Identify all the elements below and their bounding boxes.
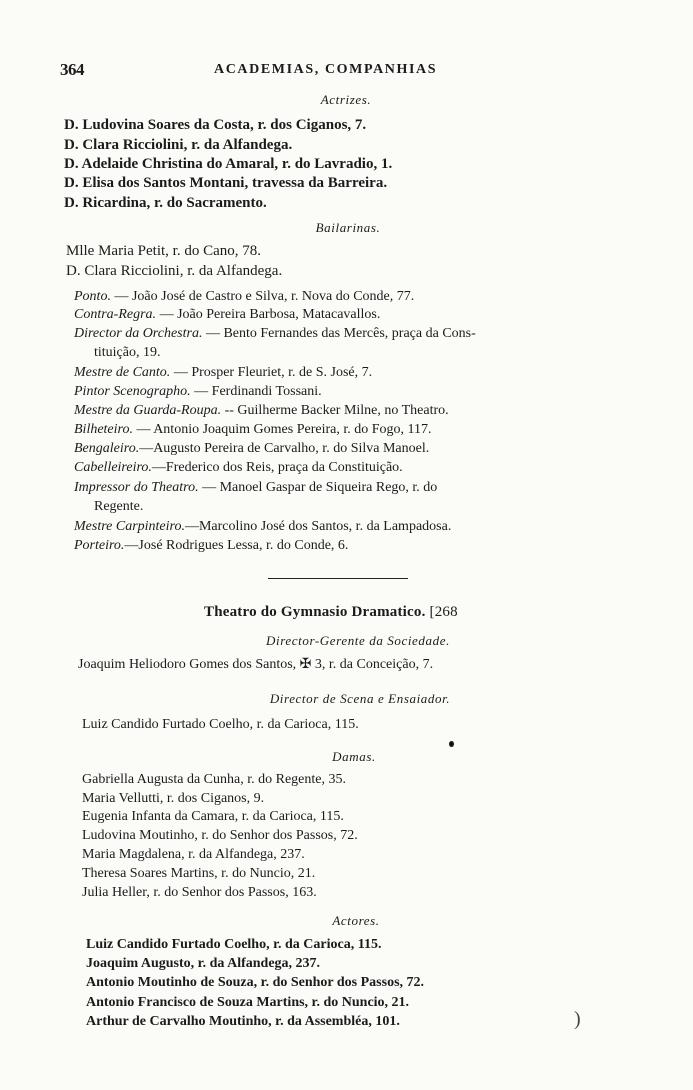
list-item: Gabriella Augusta da Cunha, r. do Regente, 35.	[82, 772, 346, 787]
staff-role: Contra-Regra.	[74, 307, 157, 322]
heading-director-scena: Director de Scena e Ensaiador.	[269, 691, 451, 706]
list-item: D. Adelaide Christina do Amaral, r. do Lavradio, 1.	[64, 156, 393, 172]
staff-entry-continuation: Regente.	[94, 499, 144, 514]
list-item: Maria Vellutti, r. dos Ciganos, 9.	[82, 791, 265, 806]
staff-detail: — Bento Fernandes das Mercês, praça da Cons-	[202, 326, 476, 341]
section-heading-actrizes: Actrizes.	[320, 92, 372, 107]
list-item: Luiz Candido Furtado Coelho, r. da Carioca, 115.	[86, 937, 382, 952]
staff-role: Cabelleireiro.	[74, 460, 152, 475]
staff-detail: — João José de Castro e Silva, r. Nova do Conde, 77.	[110, 289, 415, 304]
staff-detail: — João Pereira Barbosa, Matacavallos.	[156, 307, 381, 322]
staff-entry	[74, 479, 437, 497]
list-item: Ludovina Moutinho, r. do Senhor dos Passos, 72.	[82, 828, 358, 843]
list-item: Joaquim Heliodoro Gomes dos Santos, ✠ 3, r. da Conceição, 7.	[78, 657, 434, 672]
staff-entry	[74, 306, 380, 324]
list-item: Julia Heller, r. do Senhor dos Passos, 163.	[82, 885, 317, 900]
staff-detail: — Ferdinandi Tossani.	[190, 384, 322, 399]
heading-actores: Actores.	[332, 913, 380, 928]
list-item: D. Clara Ricciolini, r. da Alfandega.	[64, 137, 293, 153]
section-title-text: Theatro do Gymnasio Dramatico.	[204, 604, 426, 620]
staff-entry	[74, 325, 476, 343]
section-title-gymnasio	[204, 604, 458, 621]
staff-detail: —Marcolino José dos Santos, r. da Lampadosa.	[184, 519, 452, 534]
list-item: D. Elisa dos Santos Montani, travessa da Barreira.	[64, 175, 388, 191]
section-divider	[268, 578, 408, 579]
list-item: Antonio Francisco de Souza Martins, r. do Nuncio, 21.	[86, 995, 410, 1010]
staff-entry	[74, 459, 403, 477]
heading-director-gerente: Director-Gerente da Sociedade.	[266, 633, 450, 648]
staff-detail: —Frederico dos Reis, praça da Constituição.	[151, 460, 403, 475]
section-heading-bailarinas: Bailarinas.	[315, 220, 381, 235]
staff-entry	[74, 364, 372, 382]
staff-detail: —Augusto Pereira de Carvalho, r. do Silva Manoel.	[139, 441, 430, 456]
staff-role: Mestre da Guarda-Roupa.	[74, 403, 222, 418]
staff-role: Bengaleiro.	[74, 441, 140, 456]
list-item: Eugenia Infanta da Camara, r. da Carioca, 115.	[82, 809, 344, 824]
staff-role: Pintor Scenographo.	[74, 384, 191, 399]
heading-damas: Damas.	[332, 749, 376, 764]
staff-role: Porteiro.	[74, 538, 125, 553]
staff-role: Impressor do Theatro.	[74, 480, 199, 495]
list-item: Arthur de Carvalho Moutinho, r. da Assembléa, 101.	[86, 1014, 400, 1029]
staff-detail: — Prosper Fleuriet, r. de S. José, 7.	[170, 365, 373, 380]
staff-entry	[74, 537, 348, 555]
staff-entry	[74, 402, 449, 420]
staff-detail: — Manoel Gaspar de Siqueira Rego, r. do	[198, 480, 438, 495]
list-item: Luiz Candido Furtado Coelho, r. da Carioca, 115.	[82, 717, 359, 732]
staff-entry	[74, 288, 414, 306]
margin-mark: )	[574, 1008, 581, 1030]
ink-blot	[449, 741, 454, 747]
staff-role: Mestre de Canto.	[74, 365, 171, 380]
staff-role: Ponto.	[74, 289, 111, 304]
staff-role: Mestre Carpinteiro.	[74, 519, 185, 534]
staff-detail: -- Guilherme Backer Milne, no Theatro.	[221, 403, 449, 418]
staff-detail: —José Rodrigues Lessa, r. do Conde, 6.	[124, 538, 349, 553]
list-item: Mlle Maria Petit, r. do Cano, 78.	[66, 243, 261, 259]
page-number: 364	[60, 60, 84, 79]
list-item: Maria Magdalena, r. da Alfandega, 237.	[82, 847, 305, 862]
staff-detail: — Antonio Joaquim Gomes Pereira, r. do Fogo, 117.	[132, 422, 432, 437]
staff-entry-continuation: tituição, 19.	[94, 345, 161, 360]
list-item: D. Ricardina, r. do Sacramento.	[64, 195, 267, 211]
staff-entry	[74, 518, 451, 536]
running-title: ACADEMIAS, COMPANHIAS	[214, 62, 438, 77]
list-item: D. Clara Ricciolini, r. da Alfandega.	[66, 263, 283, 279]
list-item: Antonio Moutinho de Souza, r. do Senhor dos Passos, 72.	[86, 975, 425, 990]
list-item: Joaquim Augusto, r. da Alfandega, 237.	[86, 956, 321, 971]
staff-entry	[74, 421, 432, 439]
staff-role: Bilheteiro.	[74, 422, 133, 437]
page-header	[0, 60, 693, 84]
list-item: D. Ludovina Soares da Costa, r. dos Ciganos, 7.	[64, 117, 367, 133]
staff-entry	[74, 440, 429, 458]
staff-entry	[74, 383, 322, 401]
list-item: Theresa Soares Martins, r. do Nuncio, 21.	[82, 866, 316, 881]
staff-role: Director da Orchestra.	[74, 326, 203, 341]
page-reference: [268	[429, 604, 458, 620]
